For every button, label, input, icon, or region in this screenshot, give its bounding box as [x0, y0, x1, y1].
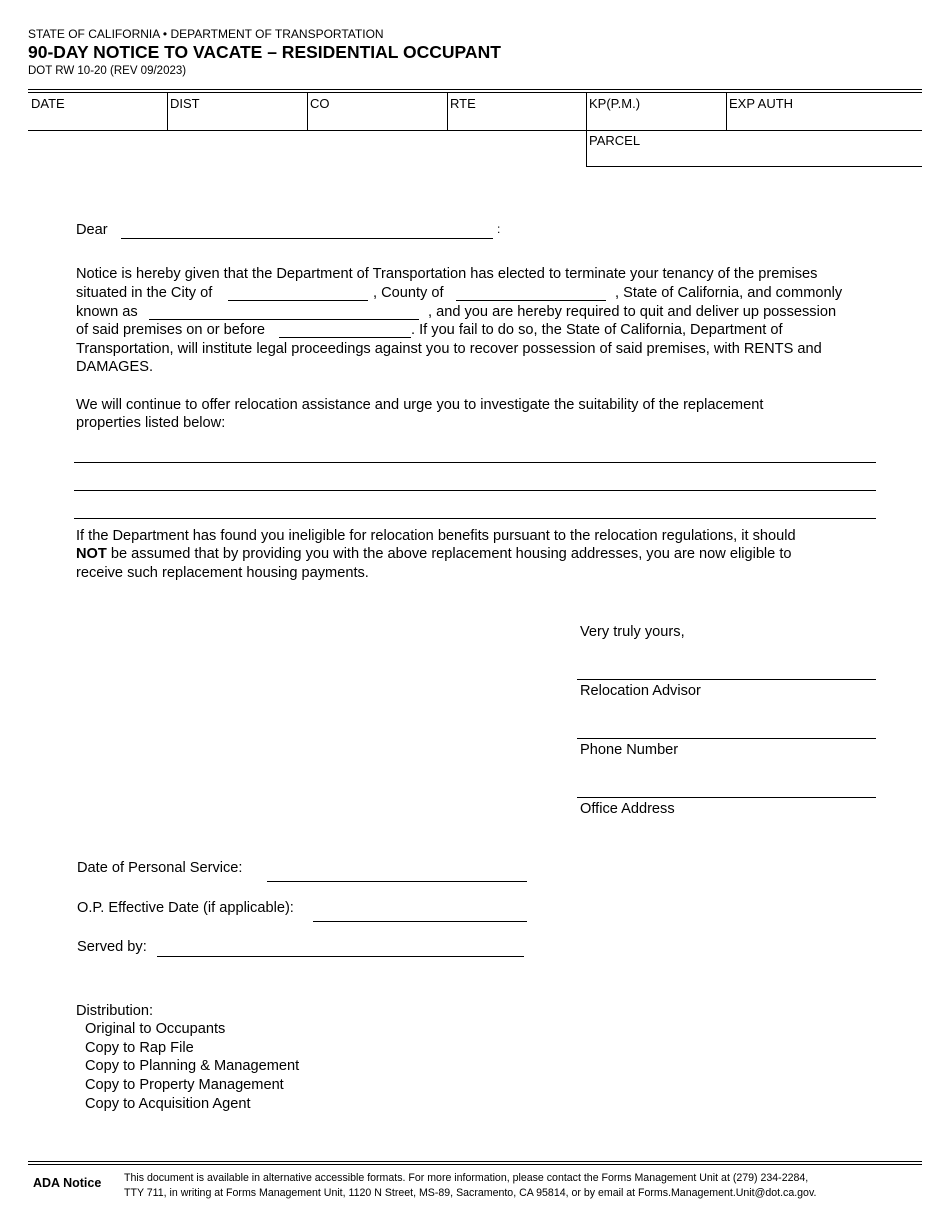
distribution-item: Copy to Planning & Management	[85, 1058, 300, 1074]
footer-divider	[28, 1164, 922, 1165]
not-emphasis: NOT	[76, 546, 107, 562]
form-id: DOT RW 10-20 (REV 09/2023)	[28, 65, 187, 77]
notice-line-4b: . If you fail to do so, the State of California, Department of	[411, 322, 783, 338]
office-field[interactable]	[577, 797, 876, 798]
advisor-signature-field[interactable]	[577, 679, 876, 680]
eligibility-line-2	[76, 545, 792, 564]
notice-line-4a: of said premises on or before	[76, 322, 266, 338]
eligibility-line-2-rest: be assumed that by providing you with the above replacement housing addresses, you are now eligible to	[106, 546, 792, 562]
known-as-field[interactable]	[149, 319, 419, 320]
property-line-1[interactable]	[74, 462, 876, 463]
property-line-3[interactable]	[74, 518, 876, 519]
co-cell[interactable]: CO	[310, 96, 330, 111]
kp-cell[interactable]: KP(P.M.)	[589, 96, 641, 111]
advisor-label: Relocation Advisor	[580, 683, 701, 699]
phone-label: Phone Number	[580, 742, 679, 758]
phone-field[interactable]	[577, 738, 876, 739]
ada-label: ADA Notice	[33, 1176, 102, 1190]
salutation: Dear	[76, 222, 108, 238]
city-field[interactable]	[228, 300, 368, 301]
dist-cell[interactable]: DIST	[170, 96, 200, 111]
vacate-date-field[interactable]	[279, 337, 411, 338]
exp-auth-cell[interactable]: EXP AUTH	[729, 96, 794, 111]
footer-divider	[28, 1161, 922, 1162]
notice-line-1: Notice is hereby given that the Department of Transportation has elected to terminate your tenancy of the premises	[76, 266, 818, 282]
distribution-item: Copy to Acquisition Agent	[85, 1096, 251, 1112]
ada-text-1: This document is available in alternative accessible formats. For more information, please contact the Forms Management Unit at (279) 234-2284,	[124, 1172, 809, 1184]
ada-text-2: TTY 711, in writing at Forms Management Unit, 1120 N Street, MS-89, Sacramento, CA 95814, or by email at Forms.Management.Unit@dot.ca.gov.	[124, 1187, 817, 1199]
notice-line-5: Transportation, will institute legal proceedings against you to recover possession of said premises, with RENTS and	[76, 341, 822, 357]
notice-line-2b: , County of	[373, 285, 444, 301]
op-date-field[interactable]	[313, 921, 527, 922]
distribution-item: Original to Occupants	[85, 1021, 226, 1037]
addressee-field[interactable]	[121, 238, 493, 239]
distribution-item: Copy to Property Management	[85, 1077, 284, 1093]
notice-line-3b: , and you are hereby required to quit and deliver up possession	[428, 304, 837, 320]
served-by-field[interactable]	[157, 956, 524, 957]
notice-line-2c: , State of California, and commonly	[615, 285, 843, 301]
notice-line-3a: known as	[76, 304, 138, 320]
form-title: 90-DAY NOTICE TO VACATE – RESIDENTIAL OCCUPANT	[28, 42, 501, 62]
op-date-label: O.P. Effective Date (if applicable):	[77, 900, 294, 916]
property-line-2[interactable]	[74, 490, 876, 491]
office-label: Office Address	[580, 801, 675, 817]
rte-cell[interactable]: RTE	[450, 96, 476, 111]
eligibility-line-3: receive such replacement housing payments.	[76, 565, 369, 581]
served-by-label: Served by:	[77, 939, 147, 955]
agency-header: STATE OF CALIFORNIA • DEPARTMENT OF TRANSPORTATION	[28, 27, 384, 41]
notice-line-6: DAMAGES.	[76, 359, 154, 375]
eligibility-line-1: If the Department has found you ineligible for relocation benefits pursuant to the relocation regulations, it should	[76, 528, 796, 544]
closing: Very truly yours,	[580, 624, 685, 640]
service-date-label: Date of Personal Service:	[77, 860, 243, 876]
assistance-line-2: properties listed below:	[76, 415, 226, 431]
county-field[interactable]	[456, 300, 606, 301]
distribution-label: Distribution:	[76, 1003, 154, 1019]
colon: :	[497, 222, 501, 236]
parcel-cell[interactable]: PARCEL	[589, 133, 641, 148]
notice-line-2a: situated in the City of	[76, 285, 213, 301]
assistance-line-1: We will continue to offer relocation assistance and urge you to investigate the suitability of the replacement	[76, 397, 764, 413]
service-date-field[interactable]	[267, 881, 527, 882]
date-cell[interactable]: DATE	[31, 96, 65, 111]
distribution-item: Copy to Rap File	[85, 1040, 194, 1056]
